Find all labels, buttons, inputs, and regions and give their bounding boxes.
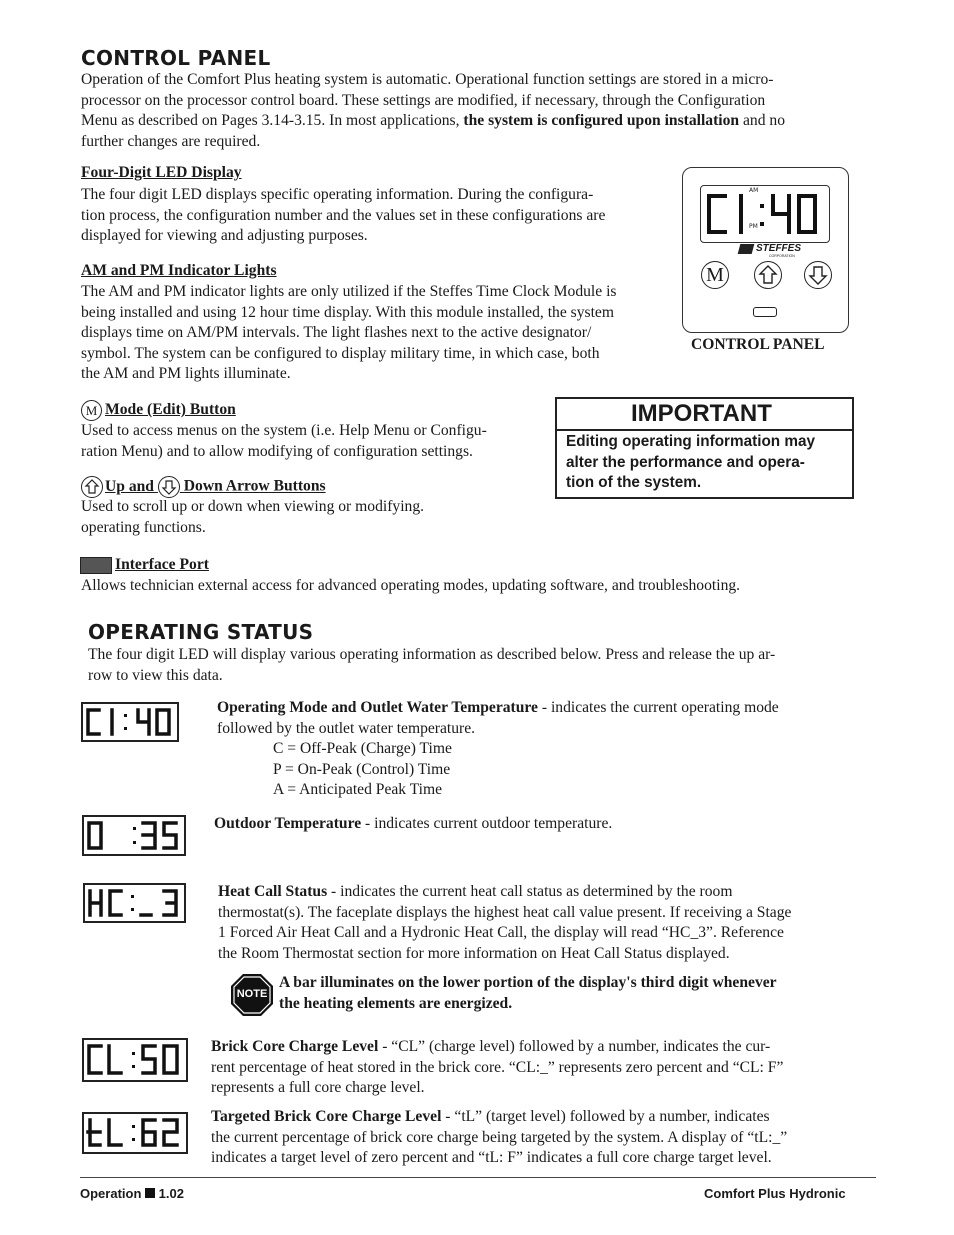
charge-level-description: Brick Core Charge Level - “CL” (charge level) followed by a number, indicates the cur- rent percentage of heat stored in the brick core. “CL:_” represents zero percent and “CL: F” represents a full core charge level.: [211, 1038, 784, 1097]
subheading-led-display: Four-Digit LED Display: [81, 164, 242, 181]
steffes-logo-icon: [738, 244, 755, 254]
intro-line: further changes are required.: [81, 132, 261, 150]
up-arrow-icon: [81, 476, 103, 498]
control-panel-intro: [81, 70, 871, 152]
up-arrow-button[interactable]: [754, 261, 782, 289]
up-arrow-icon: [755, 262, 781, 288]
heat-call-note: A bar illuminates on the lower portion of the display's third digit whenever the heating elements are energized.: [279, 974, 777, 1012]
heat-call-description: Heat Call Status - indicates the current heat call status as determined by the room thermostat(s). The faceplate displays the highest heat call value present. If receiving a Stage 1 Forced Air Heat Call and a Hydronic Heat Call, the display will read “HC_3”. Reference the Room Thermostat section for more information on Heat Call Status displayed.: [218, 883, 792, 962]
note-label: NOTE: [236, 988, 268, 1000]
pm-indicator-label: PM: [749, 223, 758, 230]
outdoor-temp-description: Outdoor Temperature - indicates current outdoor temperature.: [214, 815, 613, 832]
section-heading-control-panel: CONTROL PANEL: [81, 46, 271, 70]
brand-sub: CORPORATION: [769, 254, 795, 258]
port-description: Allows technician external access for advanced operating modes, updating software, and troubleshooting.: [81, 577, 741, 594]
target-level-description: Targeted Brick Core Charge Level - “tL” (target level) followed by a number, indicates the current percentage of brick core charge being targeted by the system. A display of “tL:_” indicates a target level of zero percent and “tL: F” indicates a full core charge target level.: [211, 1108, 788, 1167]
arrows-description: Used to scroll up or down when viewing or modifying. operating functions.: [81, 498, 425, 536]
intro-line: Operation of the Comfort Plus heating system is automatic. Operational function settings are stored in a micro-: [81, 71, 774, 88]
mode-heading: M Mode (Edit) Button: [81, 400, 236, 421]
lcd-display-target-level: [82, 1112, 188, 1154]
mode-m-icon: M: [81, 400, 102, 421]
intro-line: processor on the processor control board. These settings are modified, if necessary, through the Configuration: [81, 91, 766, 109]
square-bullet-icon: [145, 1188, 155, 1198]
figure-lcd-screen: [700, 185, 830, 243]
lcd-display-outdoor-temp: [82, 815, 186, 856]
operating-status-intro: The four digit LED will display various operating information as described below. Press and release the up ar- row to view this data.: [88, 646, 776, 684]
port-heading: Interface Port: [80, 556, 209, 574]
mode-button[interactable]: M: [701, 261, 729, 289]
note-stop-sign-icon: [230, 973, 274, 1017]
important-callout: [555, 397, 854, 499]
section-heading-operating-status: OPERATING STATUS: [88, 620, 314, 644]
intro-line: Menu as described on Pages 3.14-3.15. In most applications, the system is configured upon installation and no: [81, 112, 785, 130]
subheading-am-pm: AM and PM Indicator Lights: [81, 262, 277, 279]
mode-temp-description: Operating Mode and Outlet Water Temperature - indicates the current operating mode followed by the outlet water temperature. C = Off-Peak (Charge) Time P = On-Peak (Control) Time A = Anticipated Peak Time: [217, 699, 779, 799]
down-arrow-button[interactable]: [804, 261, 832, 289]
am-indicator-label: AM: [749, 187, 759, 194]
mode-description: Used to access menus on the system (i.e. Help Menu or Configu- ration Menu) and to allow modifying of configuration settings.: [81, 422, 487, 460]
lcd-display-charge-level: [82, 1038, 188, 1082]
important-title: IMPORTANT: [557, 399, 852, 431]
lcd-display-mode-temp: [81, 702, 179, 742]
interface-port[interactable]: [753, 307, 777, 317]
control-panel-figure: [682, 167, 849, 333]
footer-right: Comfort Plus Hydronic: [704, 1186, 846, 1201]
arrows-heading: Up and Down Arrow Buttons: [81, 476, 326, 498]
important-text: Editing operating information may alter the performance and opera- tion of the system.: [566, 433, 816, 491]
figure-lcd-digits: [701, 186, 829, 242]
footer-rule: [80, 1177, 876, 1178]
lcd-display-heat-call: [83, 883, 186, 923]
brand-name: STEFFES: [756, 243, 802, 254]
am-pm-description: The AM and PM indicator lights are only utilized if the Steffes Time Clock Module is being installed and using 12 hour time display. With this module installed, the system displays time on AM/PM intervals. The light flashes next to the active designator/ symbol. The system can be configured to display military time, in which case, both the AM and PM lights illuminate.: [81, 283, 617, 383]
figure-caption: CONTROL PANEL: [691, 336, 825, 353]
led-display-description: The four digit LED displays specific operating information. During the configura- tion process, the configuration number and the values set in these configurations are displayed for viewing and adjusting purposes.: [81, 186, 606, 245]
down-arrow-icon: [805, 262, 831, 288]
footer-left: Operation 1.02: [80, 1186, 184, 1201]
interface-port-icon: [80, 557, 112, 574]
down-arrow-icon: [158, 476, 180, 498]
